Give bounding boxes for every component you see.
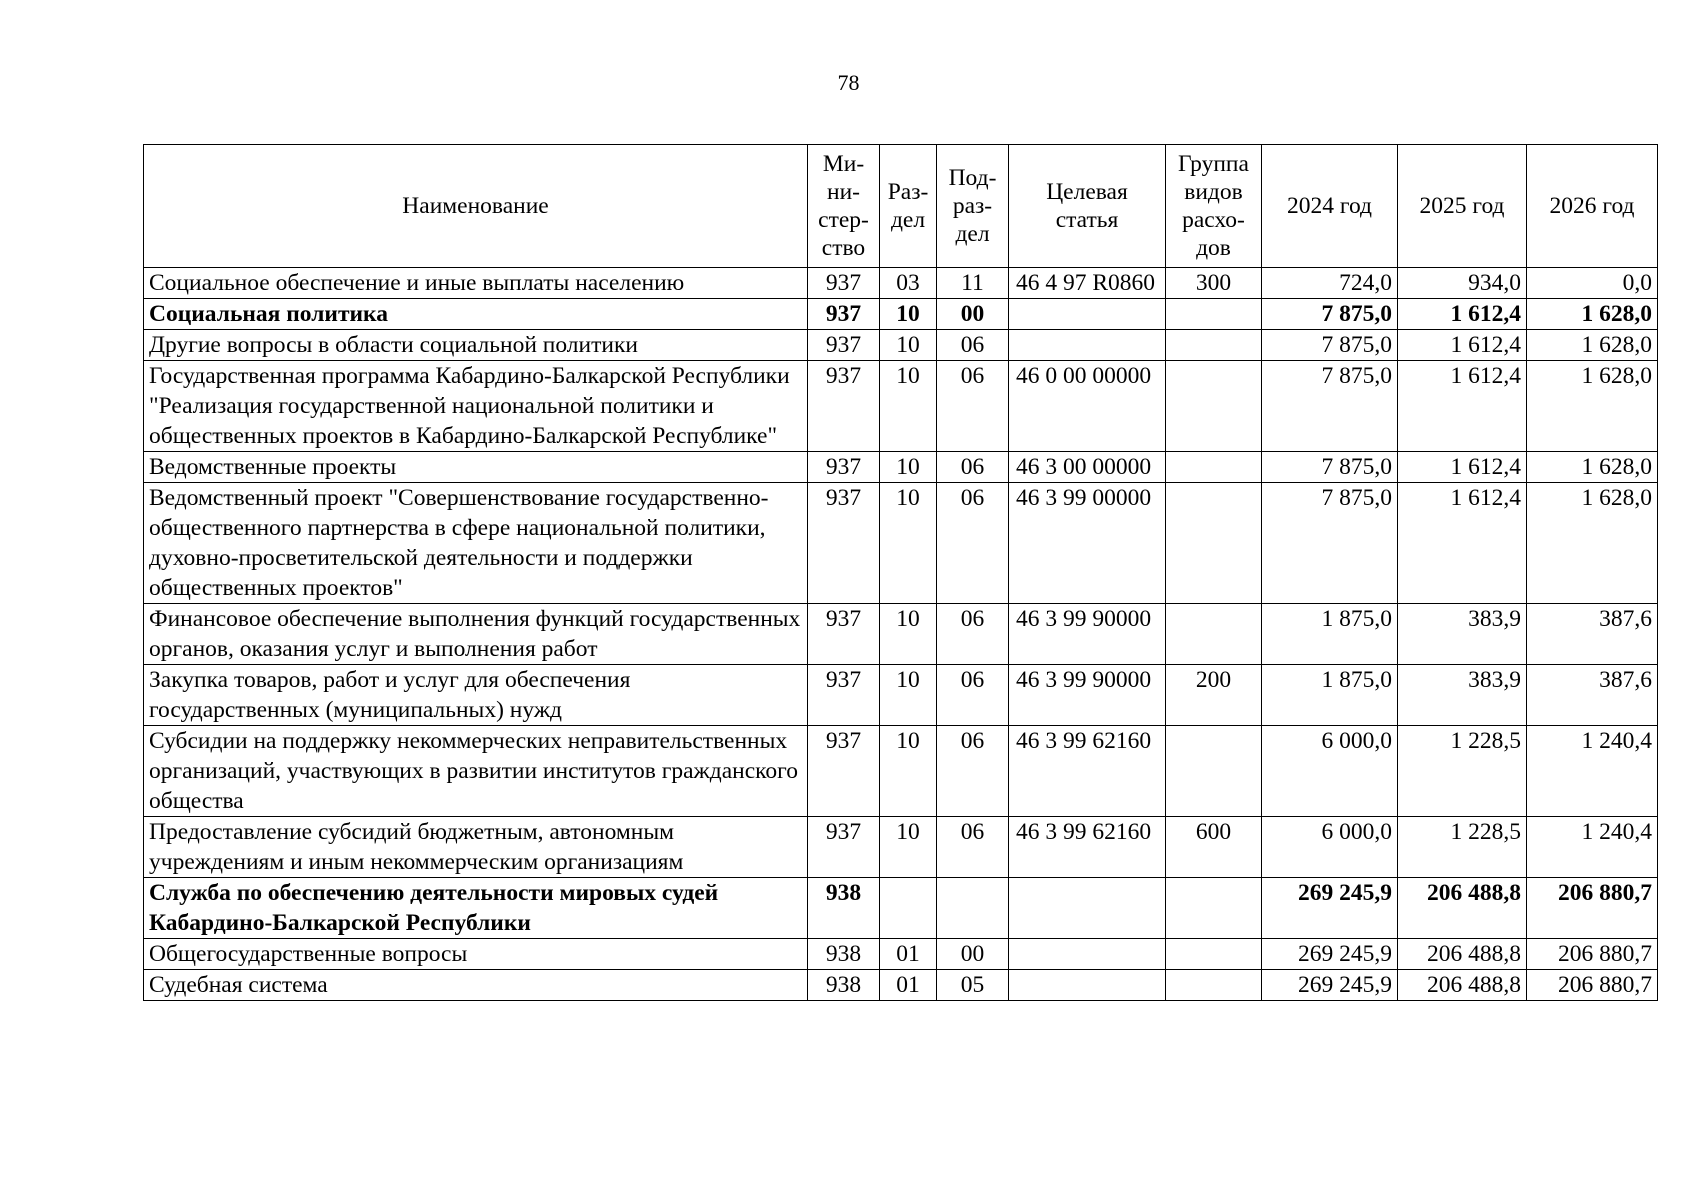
table-row xyxy=(144,878,1658,939)
header-name: Наименование xyxy=(144,145,808,268)
row-section: 10 xyxy=(880,299,937,330)
row-value-2024: 7 875,0 xyxy=(1262,361,1398,452)
row-value-2026: 1 628,0 xyxy=(1527,361,1658,452)
row-expense-group xyxy=(1166,483,1262,604)
row-ministry: 937 xyxy=(808,665,880,726)
row-ministry: 938 xyxy=(808,939,880,970)
header-expense-group: Группа видов расхо- дов xyxy=(1166,145,1262,268)
row-value-2026: 206 880,7 xyxy=(1527,939,1658,970)
row-ministry: 937 xyxy=(808,817,880,878)
row-name: Служба по обеспечению деятельности мировых судей Кабардино-Балкарской Республики xyxy=(144,878,808,939)
row-value-2025: 934,0 xyxy=(1398,268,1527,299)
header-year-2026: 2026 год xyxy=(1527,145,1658,268)
row-name: Ведомственные проекты xyxy=(144,452,808,483)
row-target-article: 46 3 00 00000 xyxy=(1009,452,1166,483)
row-value-2024: 1 875,0 xyxy=(1262,665,1398,726)
row-value-2024: 7 875,0 xyxy=(1262,452,1398,483)
row-expense-group: 300 xyxy=(1166,268,1262,299)
row-value-2026: 387,6 xyxy=(1527,604,1658,665)
row-name: Другие вопросы в области социальной политики xyxy=(144,330,808,361)
row-section: 10 xyxy=(880,817,937,878)
table-row xyxy=(144,604,1658,665)
row-value-2024: 6 000,0 xyxy=(1262,726,1398,817)
row-expense-group xyxy=(1166,878,1262,939)
row-value-2025: 206 488,8 xyxy=(1398,970,1527,1001)
row-expense-group xyxy=(1166,939,1262,970)
row-target-article: 46 3 99 90000 xyxy=(1009,604,1166,665)
row-value-2025: 383,9 xyxy=(1398,604,1527,665)
row-value-2024: 269 245,9 xyxy=(1262,878,1398,939)
header-ministry: Ми- ни- стер- ство xyxy=(808,145,880,268)
row-ministry: 937 xyxy=(808,483,880,604)
row-ministry: 937 xyxy=(808,726,880,817)
table-row xyxy=(144,268,1658,299)
table-row xyxy=(144,299,1658,330)
row-section: 01 xyxy=(880,939,937,970)
row-ministry: 937 xyxy=(808,268,880,299)
row-target-article xyxy=(1009,970,1166,1001)
row-name: Закупка товаров, работ и услуг для обеспечения государственных (муниципальных) нужд xyxy=(144,665,808,726)
row-section: 10 xyxy=(880,604,937,665)
row-name: Судебная система xyxy=(144,970,808,1001)
row-name: Социальная политика xyxy=(144,299,808,330)
row-value-2026: 206 880,7 xyxy=(1527,878,1658,939)
row-subsection: 06 xyxy=(937,665,1009,726)
table-row xyxy=(144,939,1658,970)
row-expense-group: 200 xyxy=(1166,665,1262,726)
row-ministry: 938 xyxy=(808,878,880,939)
row-name: Предоставление субсидий бюджетным, автономным учреждениям и иным некоммерческим организациям xyxy=(144,817,808,878)
row-target-article: 46 4 97 R0860 xyxy=(1009,268,1166,299)
row-ministry: 937 xyxy=(808,299,880,330)
row-name: Субсидии на поддержку некоммерческих неправительственных организаций, участвующих в развитии институтов гражданского общества xyxy=(144,726,808,817)
row-target-article xyxy=(1009,878,1166,939)
row-ministry: 938 xyxy=(808,970,880,1001)
row-target-article xyxy=(1009,330,1166,361)
row-subsection: 06 xyxy=(937,452,1009,483)
row-section xyxy=(880,878,937,939)
row-section: 10 xyxy=(880,483,937,604)
header-year-2025: 2025 год xyxy=(1398,145,1527,268)
row-ministry: 937 xyxy=(808,452,880,483)
row-subsection: 06 xyxy=(937,361,1009,452)
row-value-2024: 6 000,0 xyxy=(1262,817,1398,878)
row-target-article: 46 3 99 62160 xyxy=(1009,726,1166,817)
row-subsection: 05 xyxy=(937,970,1009,1001)
table-row xyxy=(144,361,1658,452)
row-subsection: 06 xyxy=(937,604,1009,665)
header-target-article: Целевая статья xyxy=(1009,145,1166,268)
row-value-2024: 724,0 xyxy=(1262,268,1398,299)
row-value-2024: 269 245,9 xyxy=(1262,939,1398,970)
header-subsection: Под- раз- дел xyxy=(937,145,1009,268)
row-name: Социальное обеспечение и иные выплаты населению xyxy=(144,268,808,299)
row-value-2026: 1 628,0 xyxy=(1527,452,1658,483)
row-ministry: 937 xyxy=(808,604,880,665)
row-value-2025: 1 612,4 xyxy=(1398,330,1527,361)
table-row xyxy=(144,452,1658,483)
row-subsection: 00 xyxy=(937,939,1009,970)
row-subsection: 00 xyxy=(937,299,1009,330)
row-value-2026: 1 628,0 xyxy=(1527,299,1658,330)
row-name: Ведомственный проект "Совершенствование государственно-общественного партнерства в сфере национальной политики, духовно-просветительской деятельности и поддержки общественных проектов" xyxy=(144,483,808,604)
row-value-2025: 206 488,8 xyxy=(1398,878,1527,939)
row-value-2026: 1 240,4 xyxy=(1527,817,1658,878)
row-ministry: 937 xyxy=(808,330,880,361)
row-expense-group xyxy=(1166,361,1262,452)
row-expense-group xyxy=(1166,299,1262,330)
row-section: 10 xyxy=(880,452,937,483)
header-year-2024: 2024 год xyxy=(1262,145,1398,268)
row-target-article xyxy=(1009,939,1166,970)
row-subsection: 11 xyxy=(937,268,1009,299)
row-value-2025: 1 228,5 xyxy=(1398,726,1527,817)
header-section: Раз- дел xyxy=(880,145,937,268)
row-name: Государственная программа Кабардино-Балкарской Республики "Реализация государственной национальной политики и общественных проектов в Кабардино-Балкарской Республике" xyxy=(144,361,808,452)
row-section: 10 xyxy=(880,726,937,817)
budget-table xyxy=(143,144,1658,1001)
row-value-2024: 7 875,0 xyxy=(1262,299,1398,330)
table-row xyxy=(144,817,1658,878)
row-value-2025: 1 612,4 xyxy=(1398,452,1527,483)
table-row xyxy=(144,970,1658,1001)
row-expense-group xyxy=(1166,970,1262,1001)
row-subsection: 06 xyxy=(937,330,1009,361)
row-subsection: 06 xyxy=(937,726,1009,817)
page-number: 78 xyxy=(837,70,860,95)
row-value-2024: 1 875,0 xyxy=(1262,604,1398,665)
row-value-2026: 1 628,0 xyxy=(1527,330,1658,361)
row-section: 01 xyxy=(880,970,937,1001)
row-subsection: 06 xyxy=(937,483,1009,604)
table-row xyxy=(144,726,1658,817)
row-subsection: 06 xyxy=(937,817,1009,878)
row-ministry: 937 xyxy=(808,361,880,452)
row-expense-group: 600 xyxy=(1166,817,1262,878)
row-value-2026: 1 240,4 xyxy=(1527,726,1658,817)
row-section: 10 xyxy=(880,665,937,726)
row-target-article xyxy=(1009,299,1166,330)
row-subsection xyxy=(937,878,1009,939)
row-value-2025: 1 228,5 xyxy=(1398,817,1527,878)
row-target-article: 46 0 00 00000 xyxy=(1009,361,1166,452)
row-value-2025: 1 612,4 xyxy=(1398,361,1527,452)
row-section: 10 xyxy=(880,330,937,361)
row-value-2024: 269 245,9 xyxy=(1262,970,1398,1001)
row-value-2025: 206 488,8 xyxy=(1398,939,1527,970)
row-expense-group xyxy=(1166,726,1262,817)
row-value-2024: 7 875,0 xyxy=(1262,330,1398,361)
row-value-2024: 7 875,0 xyxy=(1262,483,1398,604)
table-header-row xyxy=(144,145,1658,268)
row-section: 03 xyxy=(880,268,937,299)
row-value-2026: 387,6 xyxy=(1527,665,1658,726)
row-value-2026: 206 880,7 xyxy=(1527,970,1658,1001)
row-value-2025: 1 612,4 xyxy=(1398,483,1527,604)
row-expense-group xyxy=(1166,452,1262,483)
row-value-2025: 1 612,4 xyxy=(1398,299,1527,330)
row-section: 10 xyxy=(880,361,937,452)
table-row xyxy=(144,483,1658,604)
row-target-article: 46 3 99 90000 xyxy=(1009,665,1166,726)
row-name: Финансовое обеспечение выполнения функций государственных органов, оказания услуг и выполнения работ xyxy=(144,604,808,665)
row-expense-group xyxy=(1166,330,1262,361)
row-expense-group xyxy=(1166,604,1262,665)
row-name: Общегосударственные вопросы xyxy=(144,939,808,970)
table-row xyxy=(144,665,1658,726)
row-value-2026: 1 628,0 xyxy=(1527,483,1658,604)
row-value-2025: 383,9 xyxy=(1398,665,1527,726)
row-target-article: 46 3 99 00000 xyxy=(1009,483,1166,604)
row-value-2026: 0,0 xyxy=(1527,268,1658,299)
row-target-article: 46 3 99 62160 xyxy=(1009,817,1166,878)
table-row xyxy=(144,330,1658,361)
